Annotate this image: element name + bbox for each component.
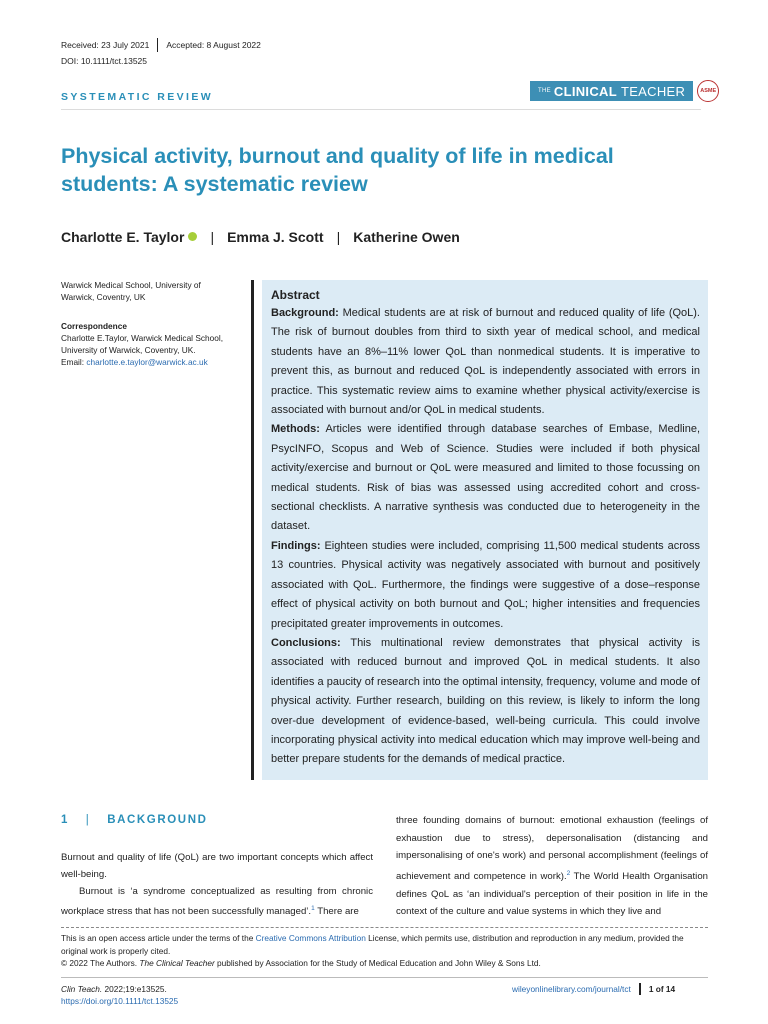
section-title: BACKGROUND: [107, 814, 208, 826]
email-label: Email:: [61, 357, 85, 367]
citation-text: 2022;19:e13525.: [102, 984, 167, 994]
body-paragraph: [61, 883, 373, 920]
copyright-line: [61, 957, 708, 970]
asme-seal-icon: ASME: [697, 80, 719, 102]
section-heading: [61, 814, 208, 826]
findings-label: Findings:: [271, 539, 321, 552]
reference-link[interactable]: 2: [566, 869, 571, 877]
author-list: [61, 229, 460, 245]
correspondence-heading: Correspondence: [61, 321, 127, 331]
body-text: The World Health Organisation defines QoL as ‘an individual's perception of their position in life in the context of the culture and value systems in which they live and: [396, 870, 708, 918]
email-link[interactable]: charlotte.e.taylor@warwick.ac.uk: [86, 357, 208, 367]
methods-label: Methods:: [271, 423, 320, 436]
background-label: Background:: [271, 307, 339, 319]
journal-abbrev: Clin Teach.: [61, 984, 103, 994]
footer-site: [512, 983, 675, 995]
copyright-text: © 2022 The Authors.: [61, 958, 140, 968]
journal-logo-teacher: TEACHER: [620, 83, 686, 99]
abstract-box: [262, 280, 708, 780]
body-column-left: [61, 849, 373, 920]
article-doi: DOI: 10.1111/tct.13525: [61, 56, 148, 66]
author-name[interactable]: Charlotte E. Taylor: [61, 229, 185, 245]
footer-doi-link[interactable]: https://doi.org/10.1111/tct.13525: [61, 996, 179, 1006]
license-text: This is an open access article under the terms of the: [61, 933, 256, 943]
page-number: 1 of 14: [648, 984, 676, 994]
citation-line: [61, 983, 178, 995]
correspondence-email-line: [61, 356, 246, 368]
abstract-heading: Abstract: [271, 288, 320, 302]
section-pipe: |: [85, 814, 91, 826]
journal-name: The Clinical Teacher: [139, 958, 215, 968]
burnout-definition: Burnout is ‘a syndrome conceptualized as resulting from chronic workplace stress that has not been successfully managed’.: [61, 886, 373, 918]
footer-separator: [639, 983, 641, 995]
header-divider: [61, 109, 701, 110]
abstract-background: [271, 304, 700, 420]
author-name[interactable]: Katherine Owen: [353, 229, 460, 245]
abstract-side-rule: [251, 280, 254, 780]
body-paragraph: Burnout and quality of life (QoL) are two important concepts which affect well-being.: [61, 852, 373, 880]
journal-logo-box: [530, 81, 693, 101]
journal-logo-clinical: CLINICAL: [553, 83, 617, 99]
body-text: There are: [314, 906, 359, 918]
correspondence: [61, 320, 246, 368]
conclusions-text: This multinational review demonstrates that physical activity is associated with reduced burnout and improved QoL in medical students. It also identifies a paucity of research into the optimal intensity, frequency, volume and mode of physical activity. Further research, building on this review, is likely to inform the long over-due development of evidence-based, well-being curricula. This could involve incorporating physical activity into medical education which may improve well-being and better prepare students for the demands of medical practice.: [271, 636, 701, 766]
license-text: License, which permits use, distribution and reproduction in any medium, provided the original work is properly cited.: [61, 933, 684, 956]
license-line: [61, 932, 708, 957]
findings-text: Eighteen studies were included, comprising 11,500 medical students across 13 countries. Physical activity was negatively associated with burnout and positively associated with QoL. Furthermore, the findings were suggestive of a dose–response effect of physical activity on both burnout and QoL; higher intensities and frequencies precipitated greater improvements in outcomes.: [271, 539, 701, 630]
body-text: three founding domains of burnout: emotional exhaustion (feelings of exhaustion due to stress), depersonalisation (distancing and impersonalising of one's work) and personal accomplishment (feelings of achievement and competence in work).: [396, 815, 708, 882]
author-separator: |: [210, 229, 215, 245]
abstract-conclusions: [271, 634, 700, 770]
license-notice: [61, 932, 708, 970]
received-date: Received: 23 July 2021: [61, 40, 150, 50]
article-title: Physical activity, burnout and quality of life in medical students: A systematic review: [61, 144, 614, 196]
reference-link[interactable]: 1: [311, 905, 315, 912]
affiliation: Warwick Medical School, University of Warwick, Coventry, UK: [61, 280, 201, 302]
article-type-label: SYSTEMATIC REVIEW: [61, 91, 214, 103]
article-dates: [61, 38, 261, 52]
copyright-text: published by Association for the Study of Medical Education and John Wiley & Sons Ltd.: [214, 958, 541, 968]
body-column-right: [396, 812, 708, 921]
correspondence-address: Charlotte E.Taylor, Warwick Medical School, University of Warwick, Coventry, UK.: [61, 333, 223, 355]
conclusions-label: Conclusions:: [271, 636, 341, 649]
journal-site-link[interactable]: wileyonlinelibrary.com/journal/tct: [512, 984, 631, 994]
cc-license-link[interactable]: Creative Commons Attribution: [255, 933, 366, 943]
author-name[interactable]: Emma J. Scott: [227, 229, 324, 245]
orcid-icon[interactable]: [188, 232, 197, 241]
background-text: Medical students are at risk of burnout and reduced quality of life (QoL). The risk of burnout doubles from third to sixth year of medical school, and medical students have an 8%–11% lower QoL than nonmedical students. It is imperative to prevent this, as burnout and reduced QoL is independently associated with errors in practice. This systematic review aims to examine whether physical activity/exercise is associated with burnout and/or QoL in medical students.: [271, 307, 700, 417]
journal-logo-the: THE: [538, 88, 551, 94]
license-divider: [61, 927, 708, 928]
footer-citation: [61, 983, 178, 1007]
abstract-methods: [271, 420, 700, 536]
abstract-findings: [271, 537, 700, 634]
date-separator: [157, 38, 158, 52]
journal-logo: [530, 80, 719, 102]
methods-text: Articles were identified through database searches of Embase, Medline, PsycINFO, Scopus and Web of Science. Studies were included if both physical activity/exercise and burnout or QoL were measured and limited to those focussing on medical students. Risk of bias was assessed using accredited cohort and cross-sectional checklists. A narrative synthesis was conducted due to heterogeneity in the dataset.: [271, 423, 701, 533]
accepted-date: Accepted: 8 August 2022: [166, 40, 261, 50]
body-paragraph: [396, 812, 708, 921]
author-separator: |: [336, 229, 341, 245]
section-number: 1: [61, 814, 69, 826]
footer-divider: [61, 977, 708, 978]
